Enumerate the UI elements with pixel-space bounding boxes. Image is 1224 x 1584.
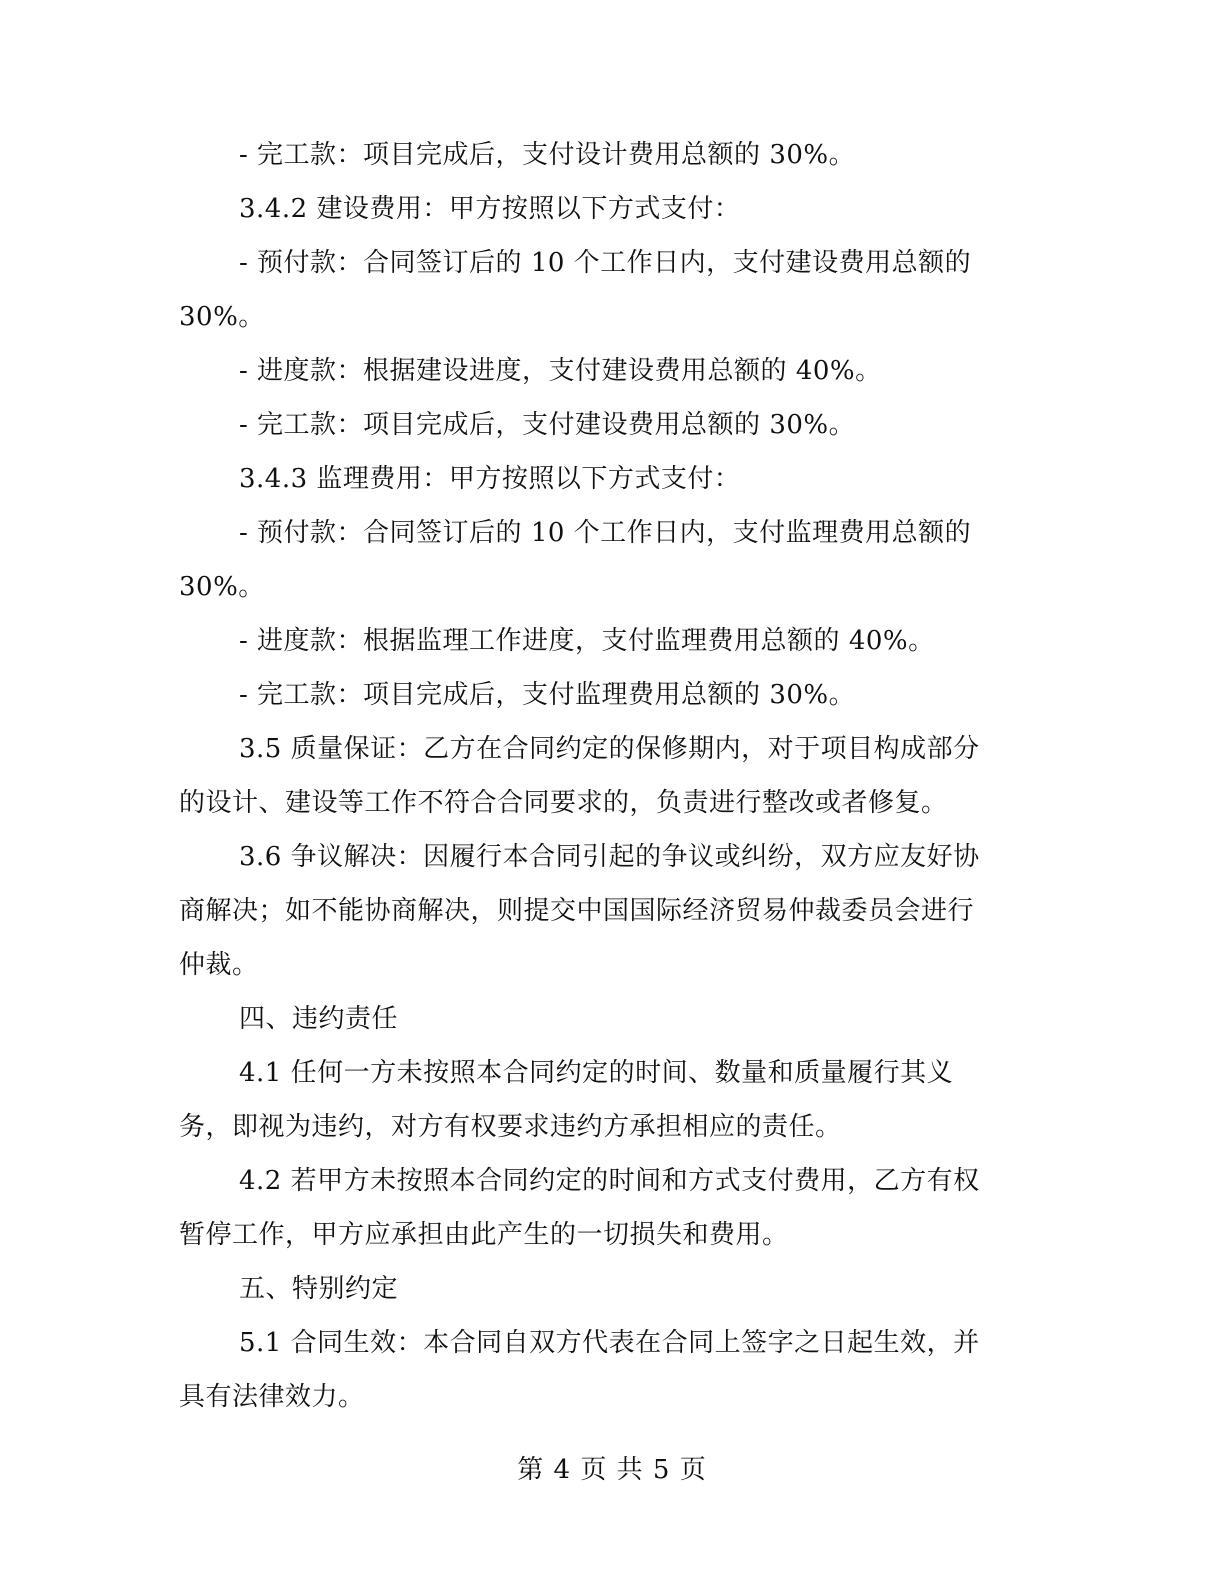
text-line: 的设计、建设等工作不符合合同要求的，负责进行整改或者修复。 xyxy=(179,788,948,818)
text-line: 暂停工作，甲方应承担由此产生的一切损失和费用。 xyxy=(179,1220,789,1250)
text-line: - 进度款：根据监理工作进度，支付监理费用总额的 40%。 xyxy=(239,626,935,656)
text-line: 3.6 争议解决：因履行本合同引起的争议或纠纷，双方应友好协 xyxy=(239,842,980,872)
text-line: 务，即视为违约，对方有权要求违约方承担相应的责任。 xyxy=(179,1112,842,1142)
text-line: - 进度款：根据建设进度，支付建设费用总额的 40%。 xyxy=(239,356,882,386)
text-line: 3.4.2 建设费用：甲方按照以下方式支付： xyxy=(239,194,741,224)
text-line: - 完工款：项目完成后，支付设计费用总额的 30%。 xyxy=(239,140,856,170)
section-heading: 五、特别约定 xyxy=(239,1274,399,1304)
text-line: - 完工款：项目完成后，支付建设费用总额的 30%。 xyxy=(239,410,856,440)
text-line: 3.4.3 监理费用：甲方按照以下方式支付： xyxy=(239,464,741,494)
text-line: 3.5 质量保证：乙方在合同约定的保修期内，对于项目构成部分 xyxy=(239,734,980,764)
text-line: 5.1 合同生效：本合同自双方代表在合同上签字之日起生效，并 xyxy=(239,1328,980,1358)
section-heading: 四、违约责任 xyxy=(239,1004,399,1034)
text-line: 具有法律效力。 xyxy=(179,1382,365,1412)
text-line: - 预付款：合同签订后的 10 个工作日内，支付建设费用总额的 xyxy=(239,248,972,278)
text-line: 仲裁。 xyxy=(179,950,259,980)
document-body xyxy=(179,128,1019,1424)
text-line: 30%。 xyxy=(179,302,265,332)
text-line: 30%。 xyxy=(179,572,265,602)
text-line: - 预付款：合同签订后的 10 个工作日内，支付监理费用总额的 xyxy=(239,518,972,548)
text-line: 4.1 任何一方未按照本合同约定的时间、数量和质量履行其义 xyxy=(239,1058,954,1088)
page-footer: 第 4 页 共 5 页 xyxy=(517,1455,707,1485)
text-line: 4.2 若甲方未按照本合同约定的时间和方式支付费用，乙方有权 xyxy=(239,1166,980,1196)
text-line: 商解决；如不能协商解决，则提交中国国际经济贸易仲裁委员会进行 xyxy=(179,896,975,926)
text-line: - 完工款：项目完成后，支付监理费用总额的 30%。 xyxy=(239,680,856,710)
